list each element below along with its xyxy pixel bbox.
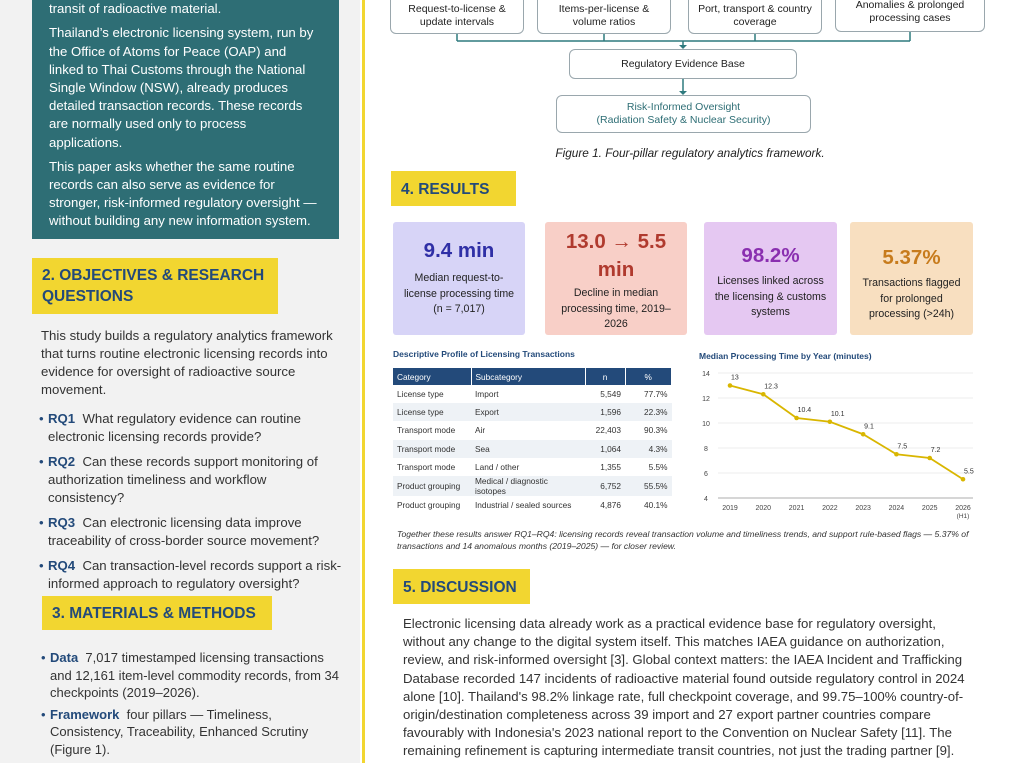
stat-value: 9.4 min xyxy=(423,239,495,262)
series-line xyxy=(730,386,963,480)
table-row xyxy=(393,385,672,403)
table-header-cell: Category xyxy=(393,368,471,385)
stat-card-decline xyxy=(545,222,687,335)
table-cell: Transport mode xyxy=(397,461,456,472)
objectives-intro: This study builds a regulatory analytics framework that turns routine electronic licensing records into evidence for oversight of radioactive source movement. xyxy=(41,328,333,397)
methods-heading-text: 3. MATERIALS & METHODS xyxy=(52,605,256,622)
x-tick-label: 2020 xyxy=(755,505,772,512)
data-point xyxy=(927,456,932,461)
table-cell: Transport mode xyxy=(397,425,456,436)
stat-description: Licenses linked across the licensing & customs systems xyxy=(714,275,827,318)
y-tick-label: 8 xyxy=(704,446,708,453)
rq-text: Can these records support monitoring of authorization timeliness and workflow consistency? xyxy=(48,454,318,505)
pillar-line-2: coverage xyxy=(733,16,777,28)
x-tick-label: 2025 xyxy=(921,505,938,512)
table-body xyxy=(393,385,672,514)
table-row xyxy=(393,403,672,421)
table-cell: Product grouping xyxy=(393,476,471,496)
objectives-heading-line-2: QUESTIONS xyxy=(42,288,134,305)
evidence-base-box xyxy=(569,49,797,79)
oversight-label xyxy=(597,101,771,127)
table-cell: 5,549 xyxy=(600,389,621,400)
data-label: 7.2 xyxy=(930,447,941,454)
data-point xyxy=(894,452,899,457)
table-row xyxy=(393,458,672,476)
stat-description: Transactions flagged for prolonged processing (>24h) xyxy=(862,277,961,320)
y-tick-label: 4 xyxy=(704,496,708,503)
table-cell: Land / other xyxy=(475,461,520,472)
results-note: Together these results answer RQ1–RQ4: licensing records reveal transaction volume and timeliness trends, and support rule-based flags — 5.37% of transactions and 14 anomalous months (2019–2025) — for closer review. xyxy=(397,529,969,551)
oversight-line-1: Risk-Informed Oversight xyxy=(626,101,741,113)
table-header-row xyxy=(393,368,672,385)
table-cell: Import xyxy=(475,389,499,400)
discussion-heading-text: 5. DISCUSSION xyxy=(403,579,517,596)
processing-time-chart xyxy=(695,362,985,524)
results-heading-text: 4. RESULTS xyxy=(401,181,490,198)
research-questions-list xyxy=(40,410,345,600)
table-row xyxy=(393,496,672,514)
x-tick-label: 2019 xyxy=(722,505,738,512)
rq-key: RQ3 xyxy=(48,515,76,530)
stat-card-linkage xyxy=(704,222,837,335)
data-point xyxy=(961,477,966,482)
x-tick-sublabel: (H1) xyxy=(956,513,970,520)
objectives-heading xyxy=(32,258,278,314)
stat-value: 5.37% xyxy=(882,246,941,269)
table-cell: 40.1% xyxy=(643,500,668,511)
intro-paragraph-3: This paper asks whether the same routine records can also serve as evidence for stronger, risk-informed regulatory oversight — without building any new information system. xyxy=(49,158,317,229)
table-cell: License type xyxy=(393,403,471,421)
x-tick-label: 2022 xyxy=(822,505,838,512)
stat-value: 98.2% xyxy=(741,244,800,267)
pillar-line-2: volume ratios xyxy=(572,16,636,28)
table-cell: Sea xyxy=(471,440,585,458)
stat-value: 13.0 → 5.5 min xyxy=(565,230,667,281)
pillar-line-1: Anomalies & prolonged xyxy=(855,0,965,11)
evidence-base-label: Regulatory Evidence Base xyxy=(621,57,745,70)
data-point xyxy=(861,432,866,437)
rq-text: Can transaction-level records support a risk-informed approach to regulatory oversight? xyxy=(48,558,342,591)
intro-paragraph-1: transit of radioactive material. xyxy=(49,1,222,17)
research-question-3 xyxy=(40,514,345,550)
pillar-label xyxy=(559,3,649,29)
pillar-line-1: Port, transport & country xyxy=(698,3,812,15)
x-tick-label: 2024 xyxy=(888,505,905,512)
table-cell: Medical / diagnostic isotopes xyxy=(471,476,585,496)
discussion-text: Electronic licensing data already work as a practical evidence base for regulatory oversight, without any change to the digital system itself. This matches IAEA guidance on authorization, review, and risk-informed oversight [3]. Global context matters: the IAEA Incident and Trafficking Database recorded 147 incidents of radioactive material found outside regulatory control in 2024 alone [10]. Thailand's 98.2% linkage rate, full checkpoint coverage, and 99.75–100% country-of-origin/destination completeness across 39 import and 27 export partner countries compare favourably with Indonesia's 2023 national report to the Convention on Nuclear Safety [11]. The remaining refinement is capturing intermediate transit countries, not just the trading partner [9]. xyxy=(403,616,965,759)
data-point xyxy=(794,416,799,421)
discussion-heading xyxy=(393,569,530,604)
x-tick-label: 2023 xyxy=(855,505,871,512)
table-cell: Transport mode xyxy=(393,440,471,458)
research-question-1 xyxy=(40,410,345,446)
data-label: 10.1 xyxy=(830,410,845,418)
pillar-label xyxy=(408,3,505,29)
x-tick-label: 2021 xyxy=(788,505,805,512)
table-cell: Industrial / sealed sources xyxy=(475,500,572,511)
methods-list xyxy=(44,649,344,762)
left-column xyxy=(0,0,360,763)
table-cell: 22,403 xyxy=(595,425,621,436)
table-cell: 4.3% xyxy=(625,440,672,458)
data-point xyxy=(728,383,733,388)
introduction-box xyxy=(32,0,339,239)
y-tick-label: 12 xyxy=(702,396,710,403)
column-divider xyxy=(362,0,365,763)
methods-item-data xyxy=(44,649,344,702)
results-heading xyxy=(391,171,516,206)
pillar-line-2: update intervals xyxy=(419,16,495,28)
data-label: 12.3 xyxy=(764,383,778,391)
y-tick-label: 14 xyxy=(702,371,710,378)
table-cell: Air xyxy=(475,425,486,436)
chart-title: Median Processing Time by Year (minutes) xyxy=(699,351,872,361)
methods-text: four pillars — Timeliness, Consistency, Traceability, Enhanced Scrutiny (Figure 1). xyxy=(50,706,309,757)
descriptive-table xyxy=(393,368,672,514)
rq-text: What regulatory evidence can routine electronic licensing records provide? xyxy=(48,411,301,444)
table-cell: Product grouping xyxy=(397,500,461,511)
data-point xyxy=(828,419,833,424)
figure-caption: Figure 1. Four-pillar regulatory analytics framework. xyxy=(555,146,825,160)
methods-item-framework xyxy=(44,706,344,759)
table-cell: 77.7% xyxy=(643,389,668,400)
data-label: 10.4 xyxy=(797,407,812,414)
stat-card-flagged xyxy=(850,222,973,335)
methods-heading xyxy=(42,596,272,630)
y-tick-label: 10 xyxy=(702,421,710,428)
table-cell: 6,752 xyxy=(585,476,625,496)
rq-key: RQ4 xyxy=(48,558,76,573)
table-title: Descriptive Profile of Licensing Transactions xyxy=(393,349,575,359)
rq-key: RQ1 xyxy=(48,411,76,426)
table-cell: 1,596 xyxy=(585,403,625,421)
rq-text: Can electronic licensing data improve traceability of cross-border source movement? xyxy=(48,515,320,548)
table-cell: License type xyxy=(397,389,444,400)
data-label: 9.1 xyxy=(864,423,874,431)
y-tick-label: 6 xyxy=(704,471,708,478)
table-cell: Export xyxy=(471,403,585,421)
table-header-cell: n xyxy=(585,368,625,385)
x-tick-label: 2026 xyxy=(955,505,971,512)
table-header-cell: % xyxy=(625,368,672,385)
data-point xyxy=(761,392,766,397)
pillar-line-1: Items-per-license & xyxy=(558,3,650,15)
table-row xyxy=(393,440,672,458)
oversight-line-2: (Radiation Safety & Nuclear Security) xyxy=(596,114,771,126)
table-cell: 90.3% xyxy=(643,425,668,436)
methods-key: Framework xyxy=(50,706,120,722)
pillar-line-1: Request-to-license & xyxy=(408,3,506,15)
stat-description: Median request-to-license processing time (n = 7,017) xyxy=(403,272,515,315)
methods-key: Data xyxy=(50,650,79,665)
table-row xyxy=(393,476,672,496)
data-label: 7.5 xyxy=(897,443,908,451)
methods-text: 7,017 timestamped licensing transactions and 12,161 item-level commodity records, from 34 checkpoints (2019–2026). xyxy=(50,650,340,700)
rq-key: RQ2 xyxy=(48,454,76,469)
pillar-label xyxy=(856,0,965,25)
table-cell: 4,876 xyxy=(600,500,621,511)
intro-paragraph-2: Thailand’s electronic licensing system, run by the Office of Atoms for Peace (OAP) and linked to Thai Customs through the National Single Window (NSW), already produces detailed transaction records. These records are normally used only to process applications. xyxy=(49,25,314,150)
table-cell: 1,064 xyxy=(585,440,625,458)
table-cell: 1,355 xyxy=(600,461,621,472)
pillar-line-2: processing cases xyxy=(869,12,951,24)
table-cell: 5.5% xyxy=(648,461,668,472)
data-label: 5.5 xyxy=(964,468,974,476)
stat-description: Decline in median processing time, 2019–2026 xyxy=(561,287,671,330)
table-cell: 55.5% xyxy=(625,476,672,496)
data-label: 13 xyxy=(731,374,739,382)
oversight-box xyxy=(556,95,811,133)
table-header-cell: Subcategory xyxy=(471,368,585,385)
research-question-4 xyxy=(40,557,345,593)
research-question-2 xyxy=(40,453,345,507)
stat-card-median-time xyxy=(393,222,525,335)
pillar-label xyxy=(698,3,812,29)
table-cell: 22.3% xyxy=(625,403,672,421)
table-row xyxy=(393,421,672,439)
objectives-heading-line-1: 2. OBJECTIVES & RESEARCH xyxy=(42,267,265,284)
